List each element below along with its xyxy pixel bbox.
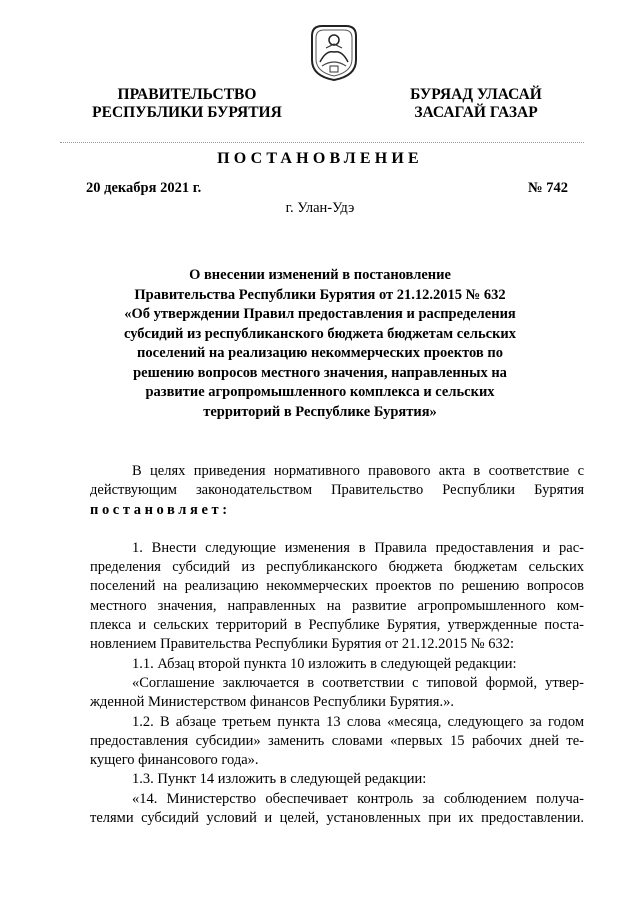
preamble-line: действующим законодательством Правительство Республики Бурятия	[90, 482, 584, 499]
body-line: кущего финансового года».	[90, 752, 259, 769]
title-line: поселений на реализацию некоммерческих проектов по	[137, 345, 503, 361]
body-line: новлением Правительства Республики Бурятия от 21.12.2015 № 632:	[90, 636, 514, 653]
decree-word: постановляет:	[90, 501, 231, 518]
title-line: развитие агропромышленного комплекса и сельских	[145, 384, 495, 400]
body-line: местного значения, направленных на развитие агропромышленного ком-	[90, 597, 584, 614]
header-right-line1: БУРЯАД УЛАСАЙ	[410, 86, 542, 103]
document-city: г. Улан-Удэ	[285, 200, 355, 216]
body-line: предоставления субсидии» заменить словами «первых 15 рабочих дней те-	[90, 732, 584, 749]
preamble-line: В целях приведения нормативного правового акта в соответствие с	[132, 463, 584, 479]
body-line: 1.2. В абзаце третьем пункта 13 слова «месяца, следующего за годом	[132, 713, 584, 730]
title-line: решению вопросов местного значения, направленных на	[133, 364, 507, 381]
body-line: 1.3. Пункт 14 изложить в следующей редакции:	[132, 771, 427, 788]
document-title	[100, 266, 540, 422]
document-date: 20 декабря 2021 г.	[86, 180, 202, 196]
header-divider	[60, 142, 584, 143]
document-body	[90, 462, 584, 828]
document-type: ПОСТАНОВЛЕНИЕ	[217, 150, 423, 167]
header-left-line2: РЕСПУБЛИКИ БУРЯТИЯ	[92, 104, 282, 121]
title-line: территорий в Республике Бурятия»	[203, 403, 437, 420]
title-line: субсидий из республиканского бюджета бюджетам сельских	[123, 325, 517, 342]
body-line: жденной Министерством финансов Республики Бурятия.».	[90, 694, 454, 711]
title-line: О внесении изменений в постановление	[189, 267, 451, 283]
title-line: Правительства Республики Бурятия от 21.12.2015 № 632	[134, 286, 506, 303]
body-line: «Соглашение заключается в соответствии с типовой формой, утвер-	[132, 674, 584, 691]
body-line: «14. Министерство обеспечивает контроль за соблюдением получа-	[132, 790, 584, 807]
body-line: пределения субсидий из республиканского бюджета бюджетам сельских	[90, 559, 584, 576]
body-line: 1. Внести следующие изменения в Правила предоставления и рас-	[132, 539, 584, 556]
header-right-line2: ЗАСАГАЙ ГАЗАР	[414, 104, 538, 121]
body-line: телями субсидий условий и целей, установленных при их предоставлении.	[90, 810, 584, 827]
title-line: «Об утверждении Правил предоставления и распределения	[124, 306, 516, 322]
body-line: поселений на реализацию некоммерческих проектов по решению вопросов	[90, 578, 584, 595]
header-left	[82, 86, 292, 122]
document-number: № 742	[528, 180, 568, 196]
header-right	[392, 86, 560, 122]
body-line: 1.1. Абзац второй пункта 10 изложить в следующей редакции:	[132, 655, 517, 672]
coat-of-arms-icon	[306, 22, 362, 82]
header-left-line1: ПРАВИТЕЛЬСТВО	[117, 86, 257, 103]
body-line: плекса и сельских территорий в Республике Бурятия, утвержденные поста-	[90, 617, 584, 634]
